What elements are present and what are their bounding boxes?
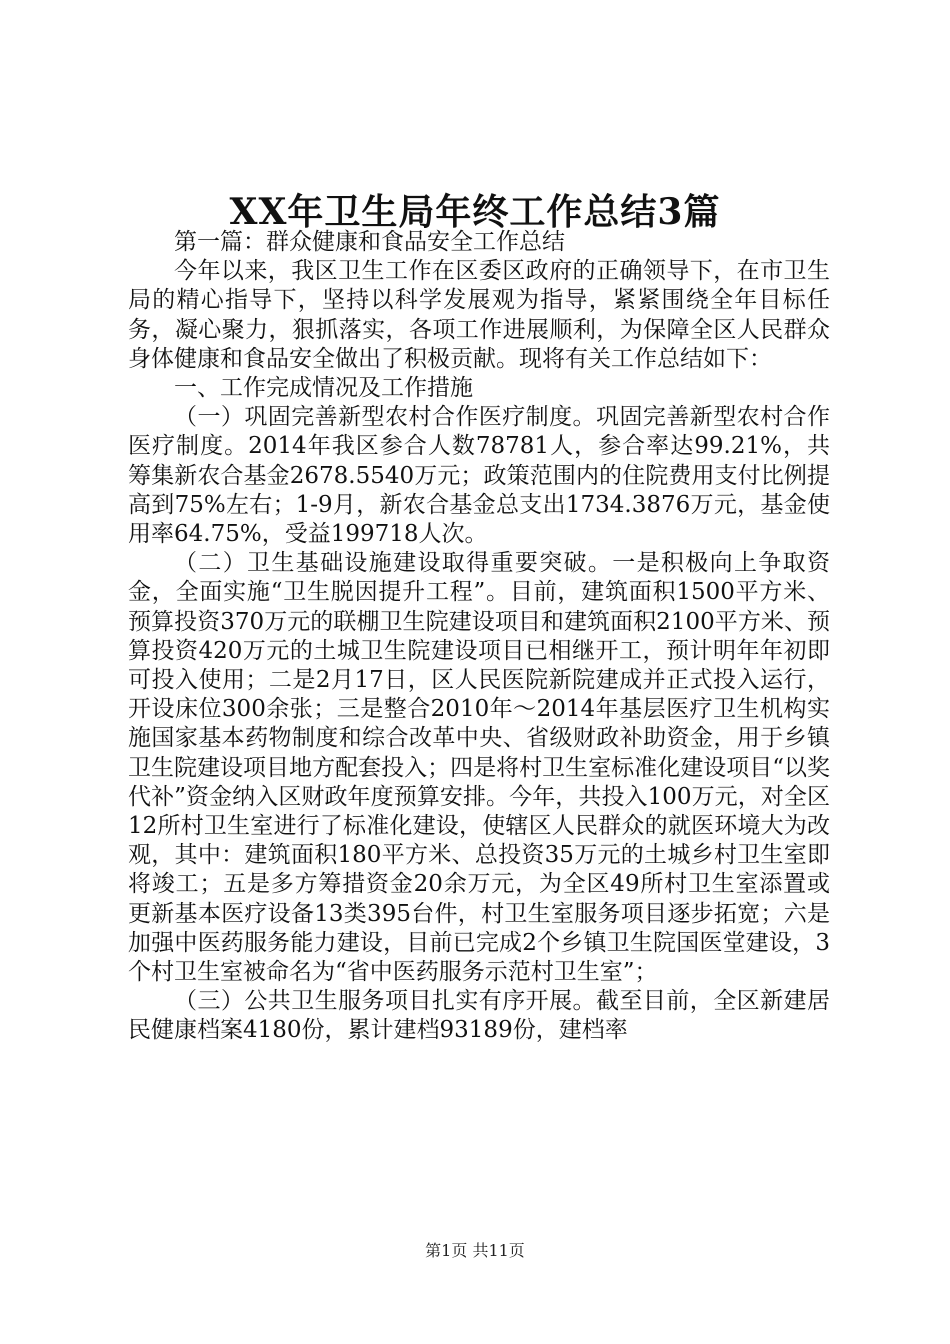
document-title: XX年卫生局年终工作总结3篇 (229, 191, 721, 233)
section-heading: 一、工作完成情况及工作措施 (174, 375, 473, 402)
document-body (128, 228, 830, 1046)
paragraph: （一）巩固完善新型农村合作医疗制度。巩固完善新型农村合作医疗制度。2014年我区参合人数78781人，参合率达99.21%，共筹集新农合基金2678.5540万元；政策范围内的住院费用支付比例提高到75%左右；1-9月，新农合基金总支出1734.3876万元，基金使用率64.75%，受益199718人次。 (128, 404, 830, 548)
section-heading: 第一篇：群众健康和食品安全工作总结 (174, 229, 565, 255)
paragraph: （二）卫生基础设施建设取得重要突破。一是积极向上争取资金，全面实施“卫生脱因提升工程”。目前，建筑面积1500平方米、预算投资370万元的联棚卫生院建设项目和建筑面积2100平方米、预算投资420万元的土城卫生院建设项目已相继开工，预计明年年初即可投入使用；二是2月17日，区人民医院新院建成并正式投入运行，开设床位300余张；三是整合2010年～2014年基层医疗卫生机构实施国家基本药物制度和综合改革中央、省级财政补助资金，用于乡镇卫生院建设项目地方配套投入；四是将村卫生室标准化建设项目“以奖代补”资金纳入区财政年度预算安排。今年，共投入100万元，对全区12所村卫生室进行了标准化建设，使辖区人民群众的就医环境大为改观，其中：建筑面积180平方米、总投资35万元的土城乡村卫生室即将竣工；五是多方筹措资金20余万元，为全区49所村卫生室添置或更新基本医疗设备13类395台件，村卫生室服务项目逐步拓宽；六是加强中医药服务能力建设，目前已完成2个乡镇卫生院国医堂建设，3个村卫生室被命名为“省中医药服务示范村卫生室”； (128, 550, 830, 986)
paragraph: （三）公共卫生服务项目扎实有序开展。截至目前，全区新建居民健康档案4180份，累计建档93189份，建档率 (128, 988, 830, 1044)
page-footer: 第1页 共11页 (425, 1241, 525, 1260)
paragraph: 今年以来，我区卫生工作在区委区政府的正确领导下，在市卫生局的精心指导下，坚持以科学发展观为指导，紧紧围绕全年目标任务，凝心聚力，狠抓落实，各项工作进展顺利，为保障全区人民群众身体健康和食品安全做出了积极贡献。现将有关工作总结如下： (128, 258, 830, 372)
